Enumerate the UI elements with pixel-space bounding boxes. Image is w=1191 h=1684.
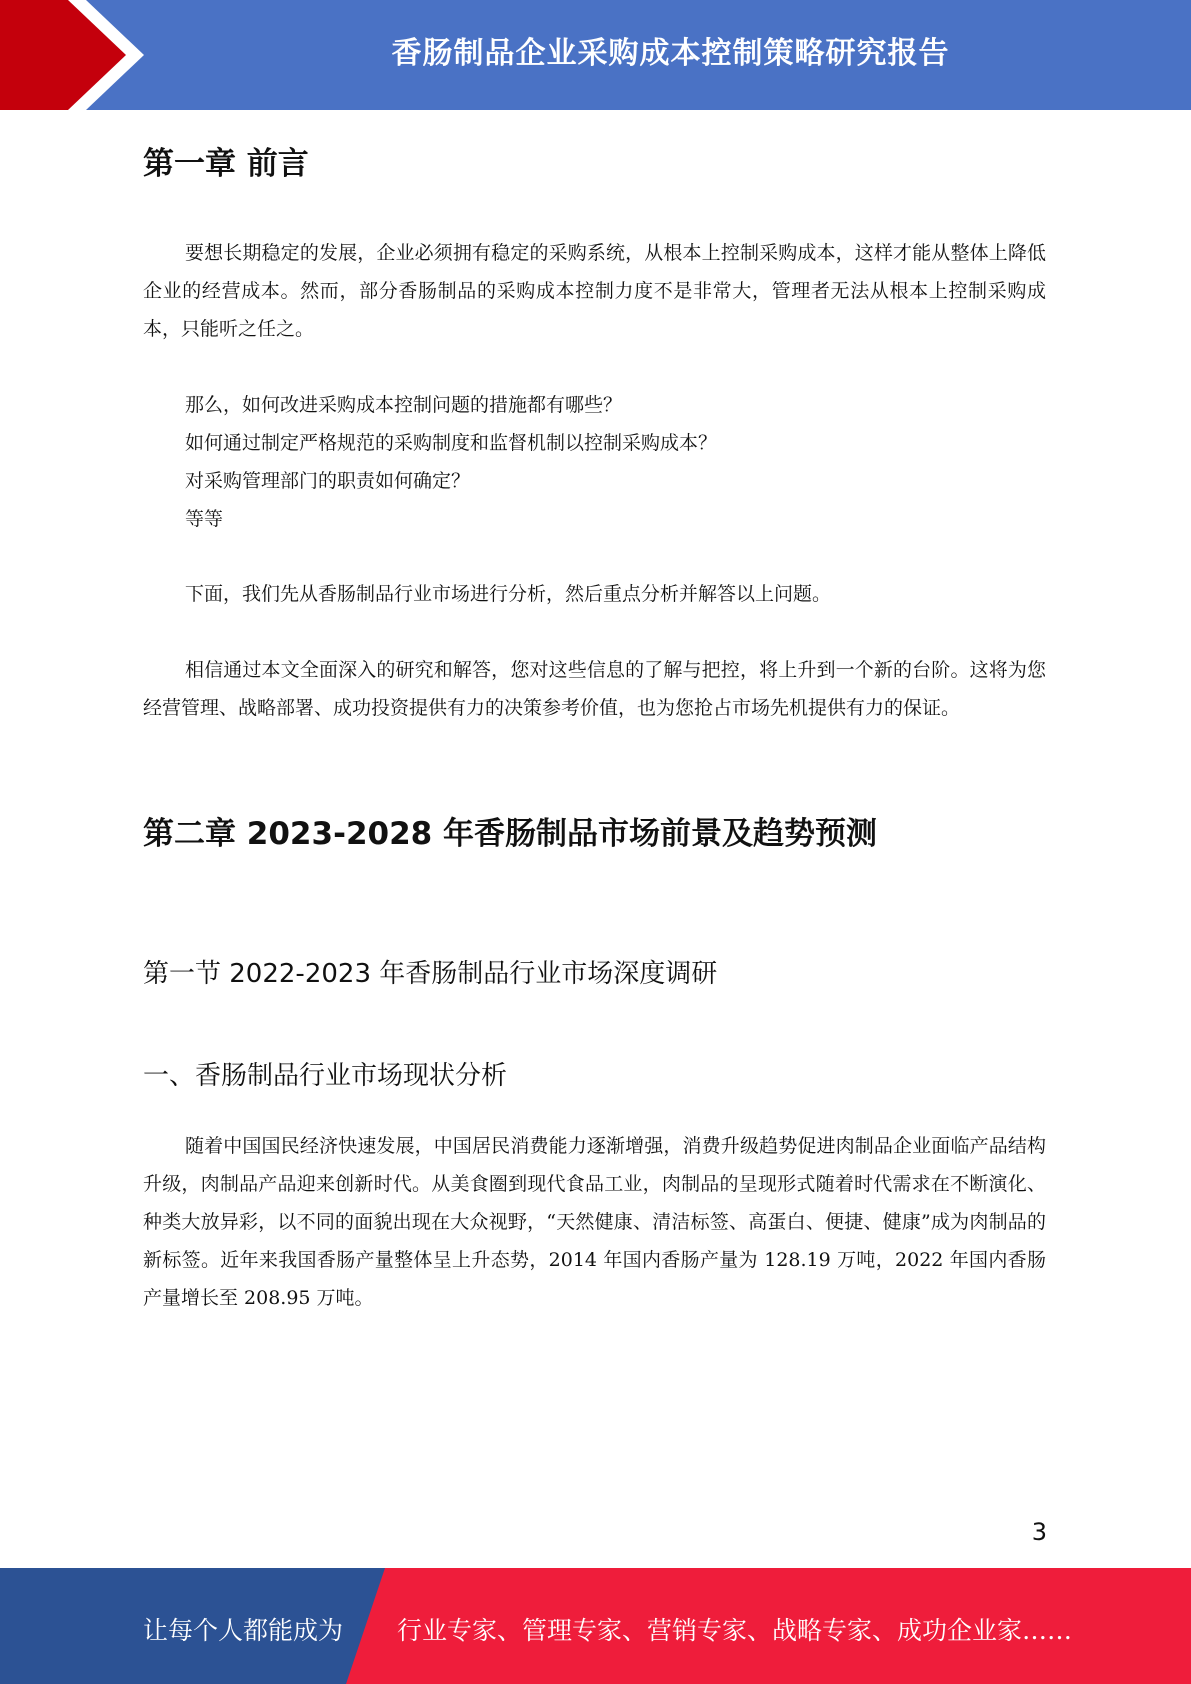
chapter-1-heading: 第一章 前言	[143, 146, 309, 182]
report-title: 香肠制品企业采购成本控制策略研究报告	[391, 36, 950, 71]
chapter-1-paragraph-1: 要想长期稳定的发展，企业必须拥有稳定的采购系统，从根本上控制采购成本，这样才能从整体上降低企业的经营成本。然而，部分香肠制品的采购成本控制力度不是非常大，管理者无法从根本上控制采购成本，只能听之任之。	[143, 242, 1046, 340]
chapter-2-heading: 第二章 2023-2028 年香肠制品市场前景及趋势预测	[143, 816, 878, 852]
question-line: 那么，如何改进采购成本控制问题的措施都有哪些？	[185, 394, 623, 416]
footer-slogan-right: 行业专家、管理专家、营销专家、战略专家、成功企业家……	[397, 1616, 1073, 1645]
section-1-heading: 第一节 2022-2023 年香肠制品行业市场深度调研	[143, 959, 718, 989]
question-line: 等等	[185, 508, 224, 530]
question-line: 如何通过制定严格规范的采购制度和监督机制以控制采购成本？	[185, 432, 718, 454]
page-number: 3	[1031, 1518, 1047, 1546]
footer-banner	[0, 1568, 1191, 1684]
question-line: 对采购管理部门的职责如何确定？	[185, 470, 471, 492]
chapter-1-paragraph-3: 相信通过本文全面深入的研究和解答，您对这些信息的了解与把控，将上升到一个新的台阶。这将为您经营管理、战略部署、成功投资提供有力的决策参考价值，也为您抢占市场先机提供有力的保证。	[143, 659, 1046, 719]
chapter-2-paragraph-1: 随着中国国民经济快速发展，中国居民消费能力逐渐增强，消费升级趋势促进肉制品企业面临产品结构升级，肉制品产品迎来创新时代。从美食圈到现代食品工业，肉制品的呈现形式随着时代需求在不断演化、种类大放异彩，以不同的面貌出现在大众视野，“天然健康、清洁标签、高蛋白、便捷、健康”成为肉制品的新标签。近年来我国香肠产量整体呈上升态势，2014 年国内香肠产量为 128.19 万吨，2022 年国内香肠产量增长至 208.95 万吨。	[143, 1135, 1046, 1309]
header-arrow-decoration	[0, 0, 150, 110]
header-banner	[0, 0, 1191, 110]
subsection-1-heading: 一、香肠制品行业市场现状分析	[143, 1061, 508, 1091]
chapter-1-paragraph-2: 下面，我们先从香肠制品行业市场进行分析，然后重点分析并解答以上问题。	[185, 583, 832, 605]
footer-slogan-left: 让每个人都能成为	[143, 1616, 344, 1645]
